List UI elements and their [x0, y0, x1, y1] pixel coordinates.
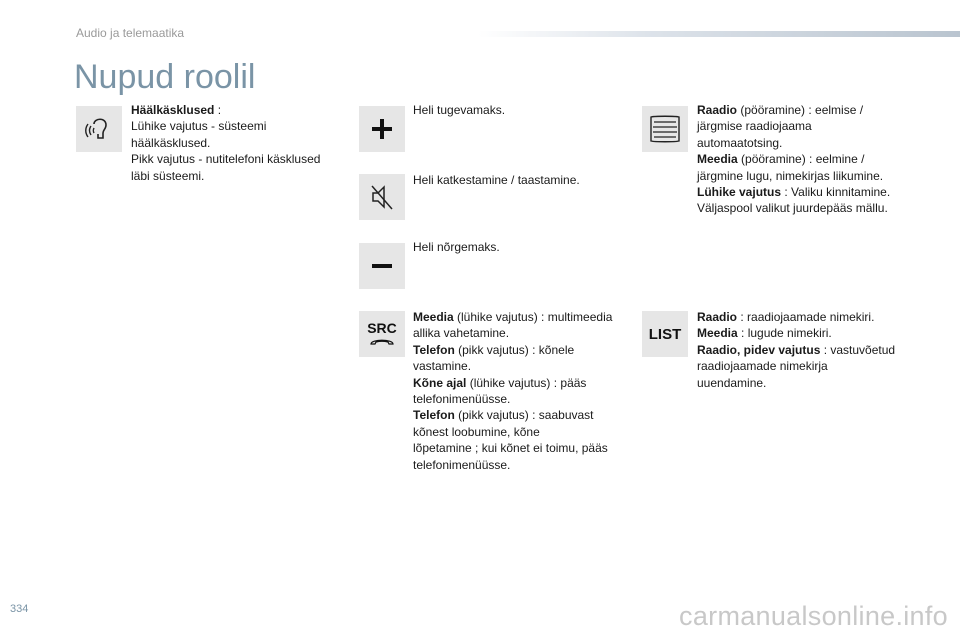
wheel-line: järgmine lugu, nimekirjas liikumine. — [697, 168, 884, 183]
src-label: SRC — [367, 320, 397, 336]
src-line: kõnest loobumine, kõne — [413, 424, 540, 439]
src-line: Kõne ajal (lühike vajutus) : pääs — [413, 375, 587, 390]
mute-button — [359, 174, 405, 220]
list-line: Raadio, pidev vajutus : vastuvõetud — [697, 342, 896, 357]
list-button — [642, 311, 688, 357]
volume-down-button — [359, 243, 405, 289]
volume-down-icon — [370, 254, 394, 278]
list-description — [697, 309, 927, 391]
src-line: allika vahetamine. — [413, 326, 510, 341]
wheel-line: automaatotsing. — [697, 135, 783, 150]
voice-description: Häälkäsklused : Lühike vajutus - süsteemi häälkäsklused. Pikk vajutus - nutitelefoni käsklused läbi süsteemi. — [131, 102, 341, 184]
volume-up-icon — [370, 117, 394, 141]
volume-up-text: Heli tugevamaks. — [413, 103, 506, 117]
page-title: Nupud roolil — [74, 58, 256, 96]
volume-down-text: Heli nõrgemaks. — [413, 240, 500, 254]
src-line: Meedia (lühike vajutus) : multimeedia — [413, 310, 613, 324]
voice-label: Häälkäsklused — [131, 103, 215, 117]
volume-up-button — [359, 106, 405, 152]
wheel-line: Meedia (pööramine) : eelmine / — [697, 152, 865, 167]
page-number: 334 — [10, 603, 29, 615]
header-rule — [478, 31, 960, 37]
list-label: LIST — [648, 325, 682, 343]
mute-text: Heli katkestamine / taastamine. — [413, 173, 580, 187]
thumbwheel-description — [697, 102, 927, 217]
list-line: raadiojaamade nimekirja — [697, 359, 828, 374]
src-line: Telefon (pikk vajutus) : saabuvast — [413, 408, 594, 423]
src-line: telefonimenüüsse. — [413, 457, 511, 472]
section-header: Audio ja telemaatika — [76, 26, 185, 40]
voice-line: läbi süsteemi. — [131, 168, 205, 183]
watermark: carmanualsonline.info — [679, 601, 948, 631]
wheel-line: Väljaspool valikut juurdepääs mällu. — [697, 201, 888, 216]
thumbwheel-icon — [648, 114, 682, 144]
list-line: Meedia : lugude nimekiri. — [697, 326, 832, 341]
voice-line: Pikk vajutus - nutitelefoni käsklused — [131, 152, 321, 167]
src-line: telefonimenüüsse. — [413, 392, 511, 407]
src-line: vastamine. — [413, 359, 472, 374]
mute-icon — [367, 182, 397, 212]
wheel-line: järgmise raadiojaama — [697, 119, 812, 134]
wheel-line: Raadio (pööramine) : eelmise / — [697, 103, 864, 117]
voice-command-button — [76, 106, 122, 152]
phone-icon — [368, 337, 396, 347]
src-line: Telefon (pikk vajutus) : kõnele — [413, 342, 575, 357]
list-line: uuendamine. — [697, 375, 767, 390]
src-button — [359, 311, 405, 357]
voice-command-icon — [82, 112, 116, 146]
voice-line: Lühike vajutus - süsteemi — [131, 119, 267, 134]
list-line: Raadio : raadiojaamade nimekiri. — [697, 310, 875, 324]
thumbwheel-button — [642, 106, 688, 152]
wheel-line: Lühike vajutus : Valiku kinnitamine. — [697, 185, 891, 200]
voice-line: häälkäsklused. — [131, 135, 211, 150]
src-description — [413, 309, 633, 473]
src-line: lõpetamine ; kui kõnet ei toimu, pääs — [413, 441, 608, 456]
